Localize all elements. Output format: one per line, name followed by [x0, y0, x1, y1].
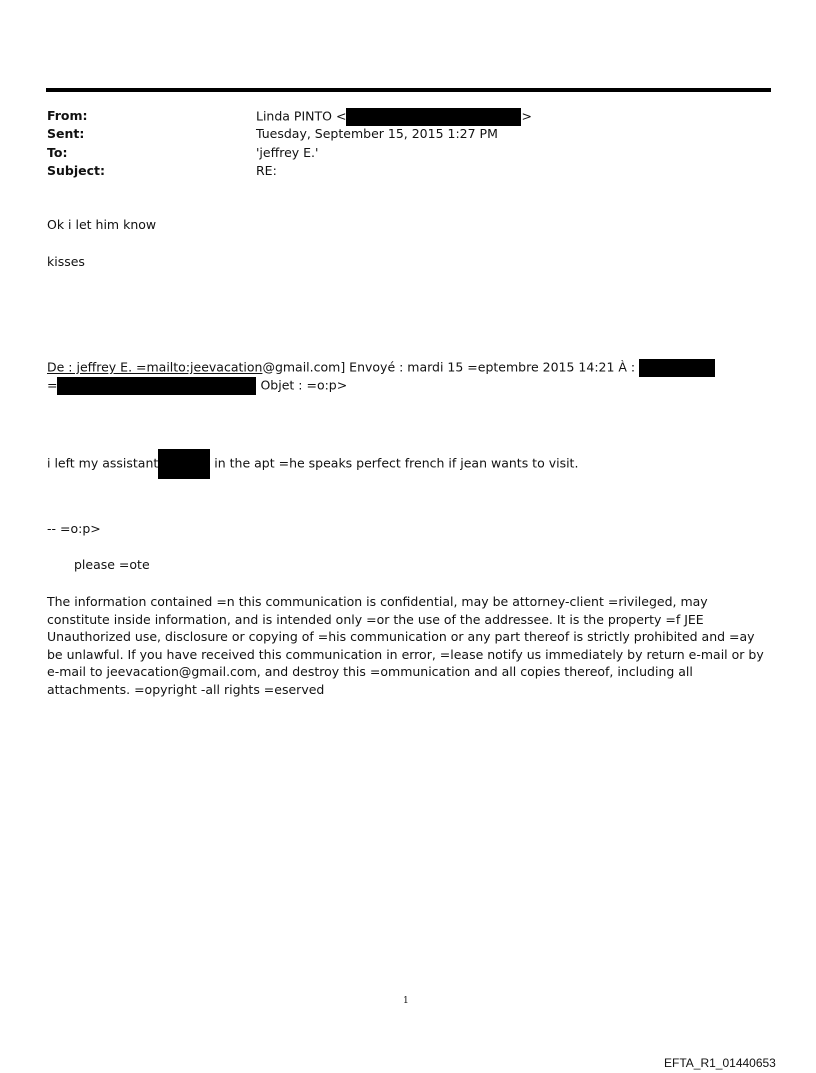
assistant-text-b: in the apt =he speaks perfect french if jean wants to visit. — [214, 455, 579, 471]
disclaimer-paragraph: The information contained =n this communication is confidential, may be attorney-client =rivileged, may constitute inside information, and is intended only =or the use of the addressee. It is the property =f JEE Unauthorized use, disclosure or copying of =his communication or any part thereof is strictly prohibited and =ay be unlawful. If you have received this communication in error, =lease notify us immediately by return e-mail or by e-mail to jeevacation@gmail.com, and destroy this =ommunication and all copies thereof, including all attachments. =opyright -all rights =eserved — [47, 594, 764, 697]
quoted-sent: @gmail.com] Envoyé : mardi 15 =eptembre 2015 14:21 À : — [262, 359, 636, 375]
page-number: 1 — [403, 996, 409, 1006]
from-close: > — [521, 108, 532, 124]
body-line-1: Ok i let him know — [47, 217, 157, 232]
quoted-header-line-1 — [47, 359, 715, 377]
please-note: please =ote — [74, 557, 150, 572]
sent-value: Tuesday, September 15, 2015 1:27 PM — [256, 126, 498, 141]
sent-label: Sent: — [47, 126, 85, 141]
subject-label: Subject: — [47, 163, 105, 178]
quoted-header-line-2 — [47, 377, 347, 395]
quoted-prefix: = — [47, 377, 58, 393]
to-value: 'jeffrey E.' — [256, 145, 319, 160]
redaction-box — [158, 449, 210, 479]
quoted-subject: Objet : =o:p> — [260, 377, 348, 393]
subject-value: RE: — [256, 163, 277, 178]
from-name: Linda PINTO < — [256, 108, 347, 124]
from-value — [256, 108, 532, 126]
quoted-mailto[interactable]: De : jeffrey E. =mailto:jeevacation — [47, 359, 263, 375]
header-rule — [46, 88, 771, 92]
redaction-box — [57, 377, 256, 395]
redaction-box — [346, 108, 521, 126]
from-label: From: — [47, 108, 88, 123]
body-line-2: kisses — [47, 254, 85, 269]
to-label: To: — [47, 145, 68, 160]
signature-separator: -- =o:p> — [47, 521, 101, 536]
redaction-box — [639, 359, 715, 377]
document-id: EFTA_R1_01440653 — [664, 1056, 776, 1070]
assistant-line — [47, 449, 578, 479]
assistant-text-a: i left my assistant — [47, 455, 159, 471]
